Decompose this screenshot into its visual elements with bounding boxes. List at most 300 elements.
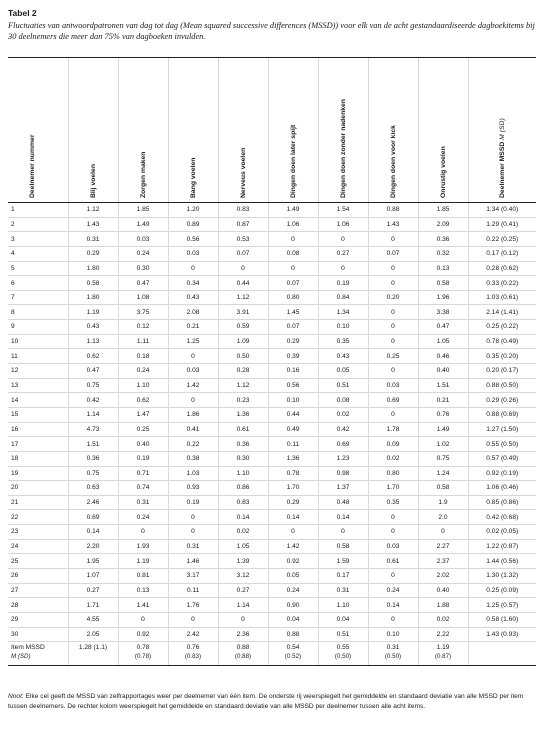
participant-number: 10 [8, 334, 68, 349]
table-row [8, 569, 536, 584]
table-cell: 0.27 [68, 583, 118, 598]
table-cell: 3.91 [218, 305, 268, 320]
table-cell: 0 [318, 232, 368, 247]
table-cell: 2.14 (1.41) [468, 305, 536, 320]
table-cell: 1.43 (0.93) [468, 627, 536, 642]
table-cell: 0.50 [218, 349, 268, 364]
table-cell: 1.41 [118, 598, 168, 613]
table-cell: 1.70 [368, 481, 418, 496]
table-cell: 0.41 [168, 422, 218, 437]
table-cell: 0.88 (0.50) [468, 378, 536, 393]
table-row [8, 290, 536, 305]
table-cell: 0.14 [218, 510, 268, 525]
table-cell: 0.83 [218, 495, 268, 510]
table-cell: 0.02 (0.05) [468, 525, 536, 540]
table-cell: 0 [218, 612, 268, 627]
table-cell: 0.29 [68, 246, 118, 261]
table-row [8, 320, 536, 335]
table-cell: 2.09 [418, 217, 468, 232]
table-cell: 0 [368, 510, 418, 525]
table-cell: 4.73 [68, 422, 118, 437]
participant-number: 29 [8, 612, 68, 627]
table-cell: 0.69 [68, 510, 118, 525]
table-cell: 1.07 [68, 569, 118, 584]
participant-number: 9 [8, 320, 68, 335]
table-cell: 0 [368, 612, 418, 627]
summary-sd: (0.78) [134, 653, 152, 661]
table-cell: 0 [168, 261, 218, 276]
table-cell: 1.85 [418, 203, 468, 218]
table-cell: 1.27 (1.50) [468, 422, 536, 437]
column-header-text: Dingen doen later spijt [290, 124, 297, 198]
table-row [8, 525, 536, 540]
table-cell: 0.18 [118, 349, 168, 364]
table-cell: 1.25 [168, 334, 218, 349]
column-header-label [140, 152, 147, 198]
table-cell: 0.24 [118, 510, 168, 525]
table-cell: 0.51 [318, 378, 368, 393]
table-row [8, 554, 536, 569]
table-cell: 0.80 [368, 466, 418, 481]
participant-number: 11 [8, 349, 68, 364]
table-cell: 0.27 [218, 583, 268, 598]
summary-sd: (0.87) [434, 653, 452, 661]
table-cell: 0.10 [318, 320, 368, 335]
column-header-text: Dingen doen zonder nadenken [340, 99, 347, 198]
table-cell: 1.14 [68, 407, 118, 422]
table-cell: 0.27 [318, 246, 368, 261]
column-header-label [90, 164, 97, 198]
table-cell: 1.06 [268, 217, 318, 232]
table-row [8, 378, 536, 393]
table-cell: 1.05 [218, 539, 268, 554]
table-cell: 0 [368, 569, 418, 584]
table-cell: 0.62 [68, 349, 118, 364]
table-cell: 0 [168, 612, 218, 627]
table-cell: 0.07 [268, 276, 318, 291]
table-cell: 0.08 [268, 246, 318, 261]
table-cell: 0.19 [318, 276, 368, 291]
table-cell: 0.58 [68, 276, 118, 291]
table-cell: 0.28 (0.62) [468, 261, 536, 276]
table-cell: 1.19 [68, 305, 118, 320]
summary-sd: (0.50) [334, 653, 352, 661]
participant-number: 30 [8, 627, 68, 642]
table-cell: 1.96 [418, 290, 468, 305]
table-cell: 0.13 [118, 583, 168, 598]
table-cell: 0.42 [318, 422, 368, 437]
table-cell: 0.63 [68, 481, 118, 496]
table-cell: 1.09 [218, 334, 268, 349]
table-cell: 0.88 [268, 627, 318, 642]
table-cell: 0.07 [268, 320, 318, 335]
summary-cell [418, 642, 468, 666]
table-cell: 0.10 [368, 627, 418, 642]
table-cell: 1.12 [218, 378, 268, 393]
table-cell: 0.49 [268, 422, 318, 437]
table-cell: 0.47 [68, 364, 118, 379]
table-cell: 0.71 [118, 466, 168, 481]
table-row [8, 305, 536, 320]
table-row [8, 246, 536, 261]
table-cell: 1.23 [318, 451, 368, 466]
table-cell: 0.43 [68, 320, 118, 335]
table-cell: 1.43 [368, 217, 418, 232]
table-cell: 1.06 (0.46) [468, 481, 536, 496]
table-cell: 0.16 [268, 364, 318, 379]
table-cell: 0.03 [168, 364, 218, 379]
table-cell: 0 [168, 349, 218, 364]
table-cell: 3.38 [418, 305, 468, 320]
table-cell: 2.37 [418, 554, 468, 569]
summary-cell [218, 642, 268, 666]
participant-number: 3 [8, 232, 68, 247]
table-cell: 0.17 (0.12) [468, 246, 536, 261]
mssd-table [8, 57, 536, 666]
column-header-9 [468, 58, 536, 203]
summary-cell [118, 642, 168, 666]
table-cell: 0.04 [318, 612, 368, 627]
table-cell: 0.98 [318, 466, 368, 481]
table-cell: 1.78 [368, 422, 418, 437]
note-label: Noot: [8, 693, 24, 700]
table-cell: 1.24 [418, 466, 468, 481]
table-row [8, 334, 536, 349]
table-cell: 0.86 [218, 481, 268, 496]
summary-sd: (0.83) [184, 653, 202, 661]
table-cell: 0.10 [268, 393, 318, 408]
table-row [8, 627, 536, 642]
table-cell: 0.84 [318, 290, 368, 305]
table-cell: 0 [168, 393, 218, 408]
table-cell: 0.75 [68, 378, 118, 393]
table-cell: 0.14 [368, 598, 418, 613]
table-cell: 1.20 [168, 203, 218, 218]
table-cell: 0.31 [118, 495, 168, 510]
table-caption-label: Tabel 2 [8, 8, 37, 18]
summary-row [8, 642, 536, 666]
column-header-text: Deelnemer MSSD [499, 141, 507, 198]
table-cell: 1.30 (1.32) [468, 569, 536, 584]
table-cell: 0.02 [318, 407, 368, 422]
participant-number: 14 [8, 393, 68, 408]
table-cell: 0 [368, 305, 418, 320]
table-row [8, 583, 536, 598]
table-cell: 0.24 [268, 583, 318, 598]
table-cell: 0.03 [168, 246, 218, 261]
table-row [8, 481, 536, 496]
column-header-text: Onrustig voelen [440, 146, 447, 198]
table-cell: 0.85 (0.86) [468, 495, 536, 510]
table-cell: 0.62 [118, 393, 168, 408]
table-cell: 0.25 [118, 422, 168, 437]
table-cell: 1.05 [418, 334, 468, 349]
table-cell: 2.46 [68, 495, 118, 510]
column-header-text: Nerveus voelen [240, 147, 247, 198]
table-row [8, 510, 536, 525]
table-cell: 0.88 [368, 203, 418, 218]
participant-number: 17 [8, 437, 68, 452]
summary-cell [318, 642, 368, 666]
table-cell: 0.75 [68, 466, 118, 481]
table-cell: 0.24 [118, 246, 168, 261]
summary-label [8, 642, 68, 666]
table-cell: 0 [268, 232, 318, 247]
table-cell: 0.56 [268, 378, 318, 393]
table-cell: 0.22 [168, 437, 218, 452]
column-header-6 [318, 58, 368, 203]
table-cell: 1.08 [118, 290, 168, 305]
table-cell: 1.13 [68, 334, 118, 349]
table-cell: 0.04 [268, 612, 318, 627]
table-cell: 0 [368, 276, 418, 291]
table-cell: 1.29 (0.41) [468, 217, 536, 232]
table-cell: 0.61 [368, 554, 418, 569]
table-row [8, 612, 536, 627]
table-cell: 0.23 [218, 393, 268, 408]
table-cell: 0.29 [268, 334, 318, 349]
summary-cell [468, 642, 536, 666]
column-header-label [340, 99, 347, 198]
summary-mean: 1.28 (1.1) [78, 644, 108, 652]
table-cell: 0.36 [418, 232, 468, 247]
table-cell: 1.10 [218, 466, 268, 481]
table-row [8, 393, 536, 408]
table-row [8, 495, 536, 510]
table-cell: 0.29 [268, 495, 318, 510]
table-cell: 0.09 [368, 437, 418, 452]
table-cell: 0.17 [318, 569, 368, 584]
table-cell: 0.22 (0.25) [468, 232, 536, 247]
table-cell: 0.32 [418, 246, 468, 261]
table-cell: 1.46 [168, 554, 218, 569]
table-cell: 1.11 [118, 334, 168, 349]
table-cell: 0 [168, 525, 218, 540]
table-cell: 3.75 [118, 305, 168, 320]
table-cell: 3.12 [218, 569, 268, 584]
participant-number: 15 [8, 407, 68, 422]
table-cell: 0.13 [418, 261, 468, 276]
table-row [8, 349, 536, 364]
table-cell: 1.85 [118, 203, 168, 218]
table-cell: 0.47 [118, 276, 168, 291]
table-cell: 0.31 [68, 232, 118, 247]
table-cell: 0 [368, 261, 418, 276]
table-cell: 0.40 [418, 364, 468, 379]
table-cell: 0.19 [168, 495, 218, 510]
table-cell: 0.80 [268, 290, 318, 305]
table-cell: 0.21 [418, 393, 468, 408]
table-cell: 0.31 [318, 583, 368, 598]
summary-cell [68, 642, 118, 666]
table-cell: 2.08 [168, 305, 218, 320]
table-row [8, 466, 536, 481]
table-cell: 0.83 [218, 203, 268, 218]
table-cell: 0.92 [268, 554, 318, 569]
table-cell: 0.56 [168, 232, 218, 247]
table-cell: 0.30 [218, 451, 268, 466]
table-cell: 1.36 [268, 451, 318, 466]
table-row [8, 364, 536, 379]
table-cell: 1.25 (0.57) [468, 598, 536, 613]
table-row [8, 422, 536, 437]
table-cell: 1.22 (0.87) [468, 539, 536, 554]
table-cell: 0.21 [168, 320, 218, 335]
column-header-text: Zorgen maken [140, 151, 147, 198]
table-cell: 0 [268, 525, 318, 540]
table-cell: 0.30 [118, 261, 168, 276]
table-cell: 1.14 [218, 598, 268, 613]
table-cell: 1.42 [268, 539, 318, 554]
table-cell: 0 [268, 261, 318, 276]
table-cell: 0.76 [418, 407, 468, 422]
table-cell: 1.9 [418, 495, 468, 510]
column-header-5 [268, 58, 318, 203]
table-cell: 1.12 [218, 290, 268, 305]
table-cell: 0.87 [218, 217, 268, 232]
participant-number: 16 [8, 422, 68, 437]
table-cell: 0.11 [268, 437, 318, 452]
table-row [8, 261, 536, 276]
table-cell: 1.86 [168, 407, 218, 422]
column-header-text: Deelnemer nummer [29, 134, 36, 198]
table-cell: 2.20 [68, 539, 118, 554]
table-cell: 0.75 [418, 451, 468, 466]
table-cell: 1.70 [268, 481, 318, 496]
table-cell: 0.69 [318, 437, 368, 452]
table-row [8, 276, 536, 291]
table-row [8, 539, 536, 554]
table-cell: 1.54 [318, 203, 368, 218]
table-cell: 1.42 [168, 378, 218, 393]
table-cell: 1.03 [168, 466, 218, 481]
table-cell: 1.76 [168, 598, 218, 613]
table-cell: 1.02 [418, 437, 468, 452]
table-cell: 0.69 [368, 393, 418, 408]
table-cell: 0 [168, 510, 218, 525]
table-cell: 0 [118, 612, 168, 627]
participant-number: 23 [8, 525, 68, 540]
table-cell: 0.74 [118, 481, 168, 496]
table-cell: 0.44 [218, 276, 268, 291]
summary-mean: 0.88 [236, 644, 250, 652]
participant-number: 4 [8, 246, 68, 261]
participant-number: 20 [8, 481, 68, 496]
participant-number: 19 [8, 466, 68, 481]
table-cell: 0 [418, 525, 468, 540]
column-header-label [29, 135, 36, 198]
table-cell: 0 [368, 407, 418, 422]
table-note [8, 692, 536, 712]
table-cell: 0 [318, 261, 368, 276]
table-cell: 0 [118, 525, 168, 540]
table-cell: 0.03 [368, 378, 418, 393]
table-cell: 1.34 [318, 305, 368, 320]
note-text: Elke cel geeft de MSSD van zelfrapportages weer per deelnemer van één item. De onderste rij weerspiegelt het gemiddelde en standaard deviatie van alle MSSD per item tussen deelnemers. De rechter kolom weerspiegelt het gemiddelde en standaard deviatie van alle MSSD per deelnemer tussen alle acht items. [8, 693, 524, 710]
table-cell: 1.88 [418, 598, 468, 613]
participant-number: 27 [8, 583, 68, 598]
column-header-suffix: M (SD) [499, 118, 507, 140]
column-header-text: Blij voelen [90, 164, 97, 198]
table-cell: 1.36 [218, 407, 268, 422]
table-cell: 0.59 [218, 320, 268, 335]
table-cell: 0.31 [168, 539, 218, 554]
table-cell: 2.36 [218, 627, 268, 642]
table-cell: 1.06 [318, 217, 368, 232]
table-cell: 0.03 [368, 539, 418, 554]
participant-number: 7 [8, 290, 68, 305]
table-cell: 1.44 (0.56) [468, 554, 536, 569]
table-cell: 0 [318, 525, 368, 540]
table-cell: 0.40 [418, 583, 468, 598]
summary-mean: 0.31 [386, 644, 400, 652]
table-cell: 0.44 [268, 407, 318, 422]
table-cell: 0.81 [118, 569, 168, 584]
participant-number: 24 [8, 539, 68, 554]
column-header-label [440, 146, 447, 198]
table-cell: 0.08 [318, 393, 368, 408]
table-row [8, 203, 536, 218]
table-cell: 0.07 [218, 246, 268, 261]
table-cell: 0.05 [268, 569, 318, 584]
column-header-text: Dingen doen voor kick [390, 125, 397, 198]
participant-number: 2 [8, 217, 68, 232]
column-header-2 [118, 58, 168, 203]
table-cell: 0 [368, 525, 418, 540]
table-cell: 0.43 [318, 349, 368, 364]
participant-number: 25 [8, 554, 68, 569]
column-header-0 [8, 58, 68, 203]
summary-sd: (0.88) [234, 653, 252, 661]
table-row [8, 217, 536, 232]
table-cell: 2.05 [68, 627, 118, 642]
table-row [8, 451, 536, 466]
table-cell: 1.49 [418, 422, 468, 437]
table-cell: 0.02 [218, 525, 268, 540]
table-cell: 0.42 [68, 393, 118, 408]
table-cell: 0.57 (0.49) [468, 451, 536, 466]
table-cell: 0.58 [418, 481, 468, 496]
table-cell: 0.48 [318, 495, 368, 510]
table-cell: 1.39 [218, 554, 268, 569]
table-cell: 0.07 [368, 246, 418, 261]
table-cell: 0.89 [168, 217, 218, 232]
table-row [8, 437, 536, 452]
table-cell: 0.25 (0.09) [468, 583, 536, 598]
column-header-label [390, 125, 397, 198]
table-cell: 0.78 [268, 466, 318, 481]
table-cell: 0.93 [168, 481, 218, 496]
table-cell: 0 [368, 334, 418, 349]
table-cell: 1.95 [68, 554, 118, 569]
summary-cell [368, 642, 418, 666]
table-cell: 0.02 [418, 612, 468, 627]
table-cell: 2.27 [418, 539, 468, 554]
table-cell: 0.11 [168, 583, 218, 598]
summary-mean: 1.19 [436, 644, 450, 652]
table-cell: 0.40 [118, 437, 168, 452]
participant-number: 13 [8, 378, 68, 393]
table-cell: 0.25 [368, 349, 418, 364]
table-cell: 0.29 (0.26) [468, 393, 536, 408]
table-cell: 0 [368, 320, 418, 335]
table-cell: 0.19 [118, 451, 168, 466]
table-cell: 0.14 [318, 510, 368, 525]
table-cell: 1.49 [118, 217, 168, 232]
table-cell: 3.17 [168, 569, 218, 584]
summary-mean: 0.78 [136, 644, 150, 652]
table-cell: 0.14 [68, 525, 118, 540]
